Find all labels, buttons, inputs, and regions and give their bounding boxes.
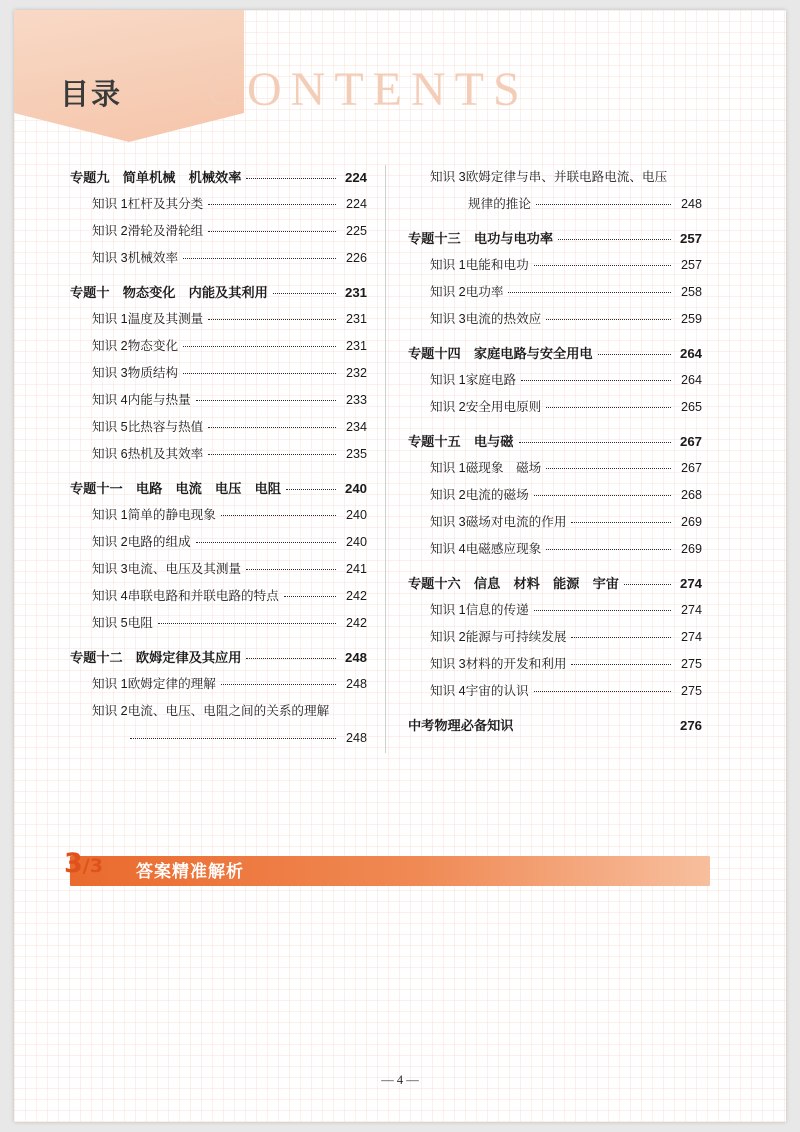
toc-entry-label: 电路的组成 (127, 535, 191, 549)
toc-entry-label: 专题十三 电功与电功率 (408, 231, 554, 246)
toc-leader-dots (546, 407, 671, 408)
toc-entry-index: 知识 4 (430, 684, 466, 698)
toc-entry-label: 电流的热效应 (465, 312, 542, 326)
toc-leader-dots (546, 549, 671, 550)
toc-entry-index: 知识 2 (92, 339, 128, 353)
toc-page-number: 267 (679, 434, 702, 449)
toc-entry-label: 电流、电压、电阻之间的关系的理解 (127, 704, 330, 718)
toc-page-number: 257 (679, 231, 702, 246)
toc-topic-row (408, 341, 702, 366)
toc-leader-dots (571, 522, 671, 523)
toc-entry-label: 机械效率 (127, 251, 179, 265)
toc-entry-index: 知识 3 (92, 251, 128, 265)
toc-entry-row (70, 584, 367, 609)
section-number-total: 3 (89, 855, 103, 877)
toc-entry-label: 家庭电路 (465, 373, 517, 387)
toc-page-number: 264 (680, 373, 702, 387)
toc-entry-row (408, 483, 702, 508)
toc-page-number: 276 (679, 718, 702, 733)
toc-entry-index: 知识 6 (92, 447, 128, 461)
toc-entry-row (408, 368, 702, 393)
toc-entry-index: 知识 1 (430, 461, 466, 475)
toc-leader-dots (130, 738, 336, 739)
toc-entry-label: 电流、电压及其测量 (127, 562, 242, 576)
toc-entry-row (408, 598, 702, 623)
toc-entry-index: 知识 1 (92, 197, 128, 211)
toc-entry-index: 知识 2 (430, 488, 466, 502)
toc-page-number: 257 (680, 258, 702, 272)
toc-leader-dots (284, 596, 336, 597)
toc-entry-label: 专题十六 信息 材料 能源 宇宙 (408, 576, 619, 591)
toc-page-number: 234 (345, 420, 367, 434)
toc-leader-dots (536, 204, 671, 205)
toc-entry-row (408, 165, 702, 190)
toc-leader-dots (246, 178, 336, 179)
toc-entry-label: 宇宙的认识 (465, 684, 529, 698)
section-number-current: 3 (64, 848, 83, 879)
toc-entry-label: 简单的静电现象 (127, 508, 216, 522)
toc-entry-label: 电流的磁场 (465, 488, 529, 502)
toc-page-number: 233 (345, 393, 367, 407)
toc-entry-index: 知识 1 (430, 603, 466, 617)
toc-entry-row (70, 442, 367, 467)
toc-entry-label: 比热容与热值 (127, 420, 204, 434)
toc-entry-label: 杠杆及其分类 (127, 197, 204, 211)
toc-page-number: 275 (680, 657, 702, 671)
toc-leader-dots (196, 400, 336, 401)
toc-entry-label: 温度及其测量 (127, 312, 204, 326)
toc-entry-row (408, 652, 702, 677)
toc-column-left (70, 165, 386, 753)
toc-page-number: 274 (679, 576, 702, 591)
toc-page-number: 265 (680, 400, 702, 414)
toc-page-number: 248 (344, 650, 367, 665)
toc-entry-row (70, 699, 367, 724)
toc-leader-dots (598, 354, 671, 355)
toc-entry-index: 知识 1 (430, 373, 466, 387)
toc-page-number: 240 (345, 508, 367, 522)
toc-page-number: 275 (680, 684, 702, 698)
toc-entry-index: 知识 1 (430, 258, 466, 272)
toc-entry-label: 串联电路和并联电路的特点 (127, 589, 279, 603)
toc-entry-label: 专题十一 电路 电流 电压 电阻 (70, 481, 281, 496)
toc-page-number: 248 (345, 677, 367, 691)
toc-topic-row (70, 476, 367, 501)
section-title: 答案精准解析 (136, 862, 244, 881)
toc-entry-index: 知识 3 (92, 562, 128, 576)
toc-entry-row (408, 510, 702, 535)
toc-topic-row (70, 280, 367, 305)
toc-entry-row (70, 219, 367, 244)
toc-topic-row (408, 571, 702, 596)
toc-entry-row (70, 672, 367, 697)
toc-entry-label: 磁场对电流的作用 (465, 515, 567, 529)
toc-entry-index: 知识 3 (430, 515, 466, 529)
toc-topic-row (408, 226, 702, 251)
toc-leader-dots (521, 380, 671, 381)
toc-page-number: 248 (345, 731, 367, 745)
toc-entry-row (70, 611, 367, 636)
toc-entry-index: 知识 2 (430, 400, 466, 414)
toc-entry-index: 知识 2 (430, 630, 466, 644)
toc-page-number: 274 (680, 630, 702, 644)
toc-leader-dots (221, 515, 336, 516)
toc-entry-index: 知识 5 (92, 420, 128, 434)
toc-entry-row (408, 280, 702, 305)
toc-leader-dots (158, 623, 336, 624)
section-number-separator: / (82, 855, 90, 877)
toc-entry-label: 欧姆定律的理解 (127, 677, 216, 691)
toc-page-number: 267 (680, 461, 702, 475)
toc-entry-index: 知识 2 (430, 285, 466, 299)
toc-entry-index: 知识 4 (430, 542, 466, 556)
toc-entry-label: 专题十 物态变化 内能及其利用 (70, 285, 268, 300)
toc-leader-dots (208, 454, 336, 455)
toc-leader-dots (571, 664, 671, 665)
toc-leader-dots (196, 542, 336, 543)
toc-entry-row (408, 679, 702, 704)
toc-entry-index: 知识 2 (92, 704, 128, 718)
toc-entry-row (70, 557, 367, 582)
toc-page-number: 242 (345, 589, 367, 603)
toc-page-number: 231 (345, 339, 367, 353)
toc-entry-label: 专题九 简单机械 机械效率 (70, 170, 242, 185)
toc-entry-row (408, 395, 702, 420)
toc-page-number: 224 (344, 170, 367, 185)
toc-entry-row (70, 415, 367, 440)
toc-column-right (386, 165, 702, 753)
toc-entry-label: 电阻 (127, 616, 153, 630)
toc-page-number: 225 (345, 224, 367, 238)
toc-leader-dots (534, 495, 671, 496)
toc-leader-dots (221, 684, 336, 685)
toc-leader-dots (183, 346, 336, 347)
toc-leader-dots (183, 258, 336, 259)
toc-entry-row (70, 726, 367, 751)
toc-page-number: 224 (345, 197, 367, 211)
toc-entry-row (70, 361, 367, 386)
toc-entry-label: 热机及其效率 (127, 447, 204, 461)
toc-entry-label: 专题十四 家庭电路与安全用电 (408, 346, 593, 361)
book-page (14, 10, 786, 1122)
toc-leader-dots (246, 658, 336, 659)
toc-leader-dots (534, 691, 671, 692)
toc-leader-dots (273, 293, 336, 294)
toc-entry-index: 知识 5 (92, 616, 128, 630)
toc-entry-label: 物态变化 (127, 339, 179, 353)
toc-page-number: 268 (680, 488, 702, 502)
toc-entry-label: 内能与热量 (127, 393, 191, 407)
page-title-en: CONTENTS (206, 63, 529, 116)
toc-page-number: 231 (344, 285, 367, 300)
toc-leader-dots (508, 292, 671, 293)
toc-leader-dots (546, 468, 671, 469)
toc-entry-label: 中考物理必备知识 (408, 718, 514, 733)
toc-leader-dots (534, 610, 671, 611)
toc-entry-index: 知识 2 (92, 535, 128, 549)
toc-page-number: 235 (345, 447, 367, 461)
toc-page-number: 242 (345, 616, 367, 630)
toc-entry-label: 电磁感应现象 (465, 542, 542, 556)
toc-page-number: 240 (344, 481, 367, 496)
toc-entry-index: 知识 1 (92, 508, 128, 522)
toc-entry-label: 材料的开发和利用 (465, 657, 567, 671)
toc-entry-row (408, 625, 702, 650)
toc-leader-dots (286, 489, 336, 490)
toc-entry-row (408, 537, 702, 562)
toc-leader-dots (208, 231, 336, 232)
toc-entry-label: 欧姆定律与串、并联电路电流、电压 (465, 170, 668, 184)
toc-page-number: 264 (679, 346, 702, 361)
toc-leader-dots (558, 239, 671, 240)
toc-entry-row (70, 334, 367, 359)
toc-entry-label: 滑轮及滑轮组 (127, 224, 204, 238)
toc-leader-dots (534, 265, 671, 266)
toc-entry-row (70, 503, 367, 528)
toc-entry-row (70, 246, 367, 271)
toc-topic-row (408, 713, 702, 738)
toc-entry-row (408, 253, 702, 278)
toc-leader-dots (208, 204, 336, 205)
toc-leader-dots (183, 373, 336, 374)
toc-entry-index: 知识 1 (92, 677, 128, 691)
toc-page-number: 269 (680, 542, 702, 556)
footer-page-number: — 4 — (381, 1073, 419, 1087)
toc-leader-dots (624, 584, 671, 585)
toc-page-number: 248 (680, 197, 702, 211)
toc-entry-label: 安全用电原则 (465, 400, 542, 414)
toc-page-number: 232 (345, 366, 367, 380)
toc-entry-row (70, 388, 367, 413)
toc-page-number: 259 (680, 312, 702, 326)
toc-entry-label: 专题十五 电与磁 (408, 434, 514, 449)
toc-page-number: 226 (345, 251, 367, 265)
toc-page-number: 274 (680, 603, 702, 617)
toc-leader-dots (519, 442, 672, 443)
toc-page-number: 231 (345, 312, 367, 326)
toc-leader-dots (546, 319, 671, 320)
section-number (64, 848, 103, 879)
toc-page-number: 269 (680, 515, 702, 529)
toc-page-number: 258 (680, 285, 702, 299)
toc-entry-index: 知识 3 (430, 170, 466, 184)
toc-entry-index: 知识 3 (430, 657, 466, 671)
toc-entry-row (408, 456, 702, 481)
toc-entry-row (408, 307, 702, 332)
toc-entry-label: 电能和电功 (465, 258, 529, 272)
toc-entry-row (70, 192, 367, 217)
toc-entry-row (408, 192, 702, 217)
toc-leader-dots (208, 427, 336, 428)
toc-entry-label: 电功率 (465, 285, 504, 299)
toc-topic-row (70, 165, 367, 190)
toc-entry-row (70, 307, 367, 332)
toc-entry-label: 信息的传递 (465, 603, 529, 617)
toc-leader-dots (571, 637, 671, 638)
toc-entry-index: 知识 4 (92, 393, 128, 407)
toc-entry-label: 规律的推论 (468, 197, 531, 211)
toc-entry-index: 知识 3 (430, 312, 466, 326)
toc-page-number: 241 (345, 562, 367, 576)
toc-entry-index: 知识 2 (92, 224, 128, 238)
toc-entry-index: 知识 3 (92, 366, 128, 380)
toc-entry-label: 物质结构 (127, 366, 179, 380)
toc-leader-dots (246, 569, 336, 570)
toc-entry-label: 磁现象 磁场 (465, 461, 542, 475)
toc-entry-index: 知识 4 (92, 589, 128, 603)
table-of-contents (70, 165, 730, 753)
toc-topic-row (408, 429, 702, 454)
toc-entry-row (70, 530, 367, 555)
page-title-cn: 目录 (60, 77, 123, 111)
toc-entry-label: 专题十二 欧姆定律及其应用 (70, 650, 242, 665)
toc-entry-index: 知识 1 (92, 312, 128, 326)
toc-leader-dots (208, 319, 336, 320)
toc-topic-row (70, 645, 367, 670)
toc-entry-label: 能源与可持续发展 (465, 630, 567, 644)
toc-page-number: 240 (345, 535, 367, 549)
